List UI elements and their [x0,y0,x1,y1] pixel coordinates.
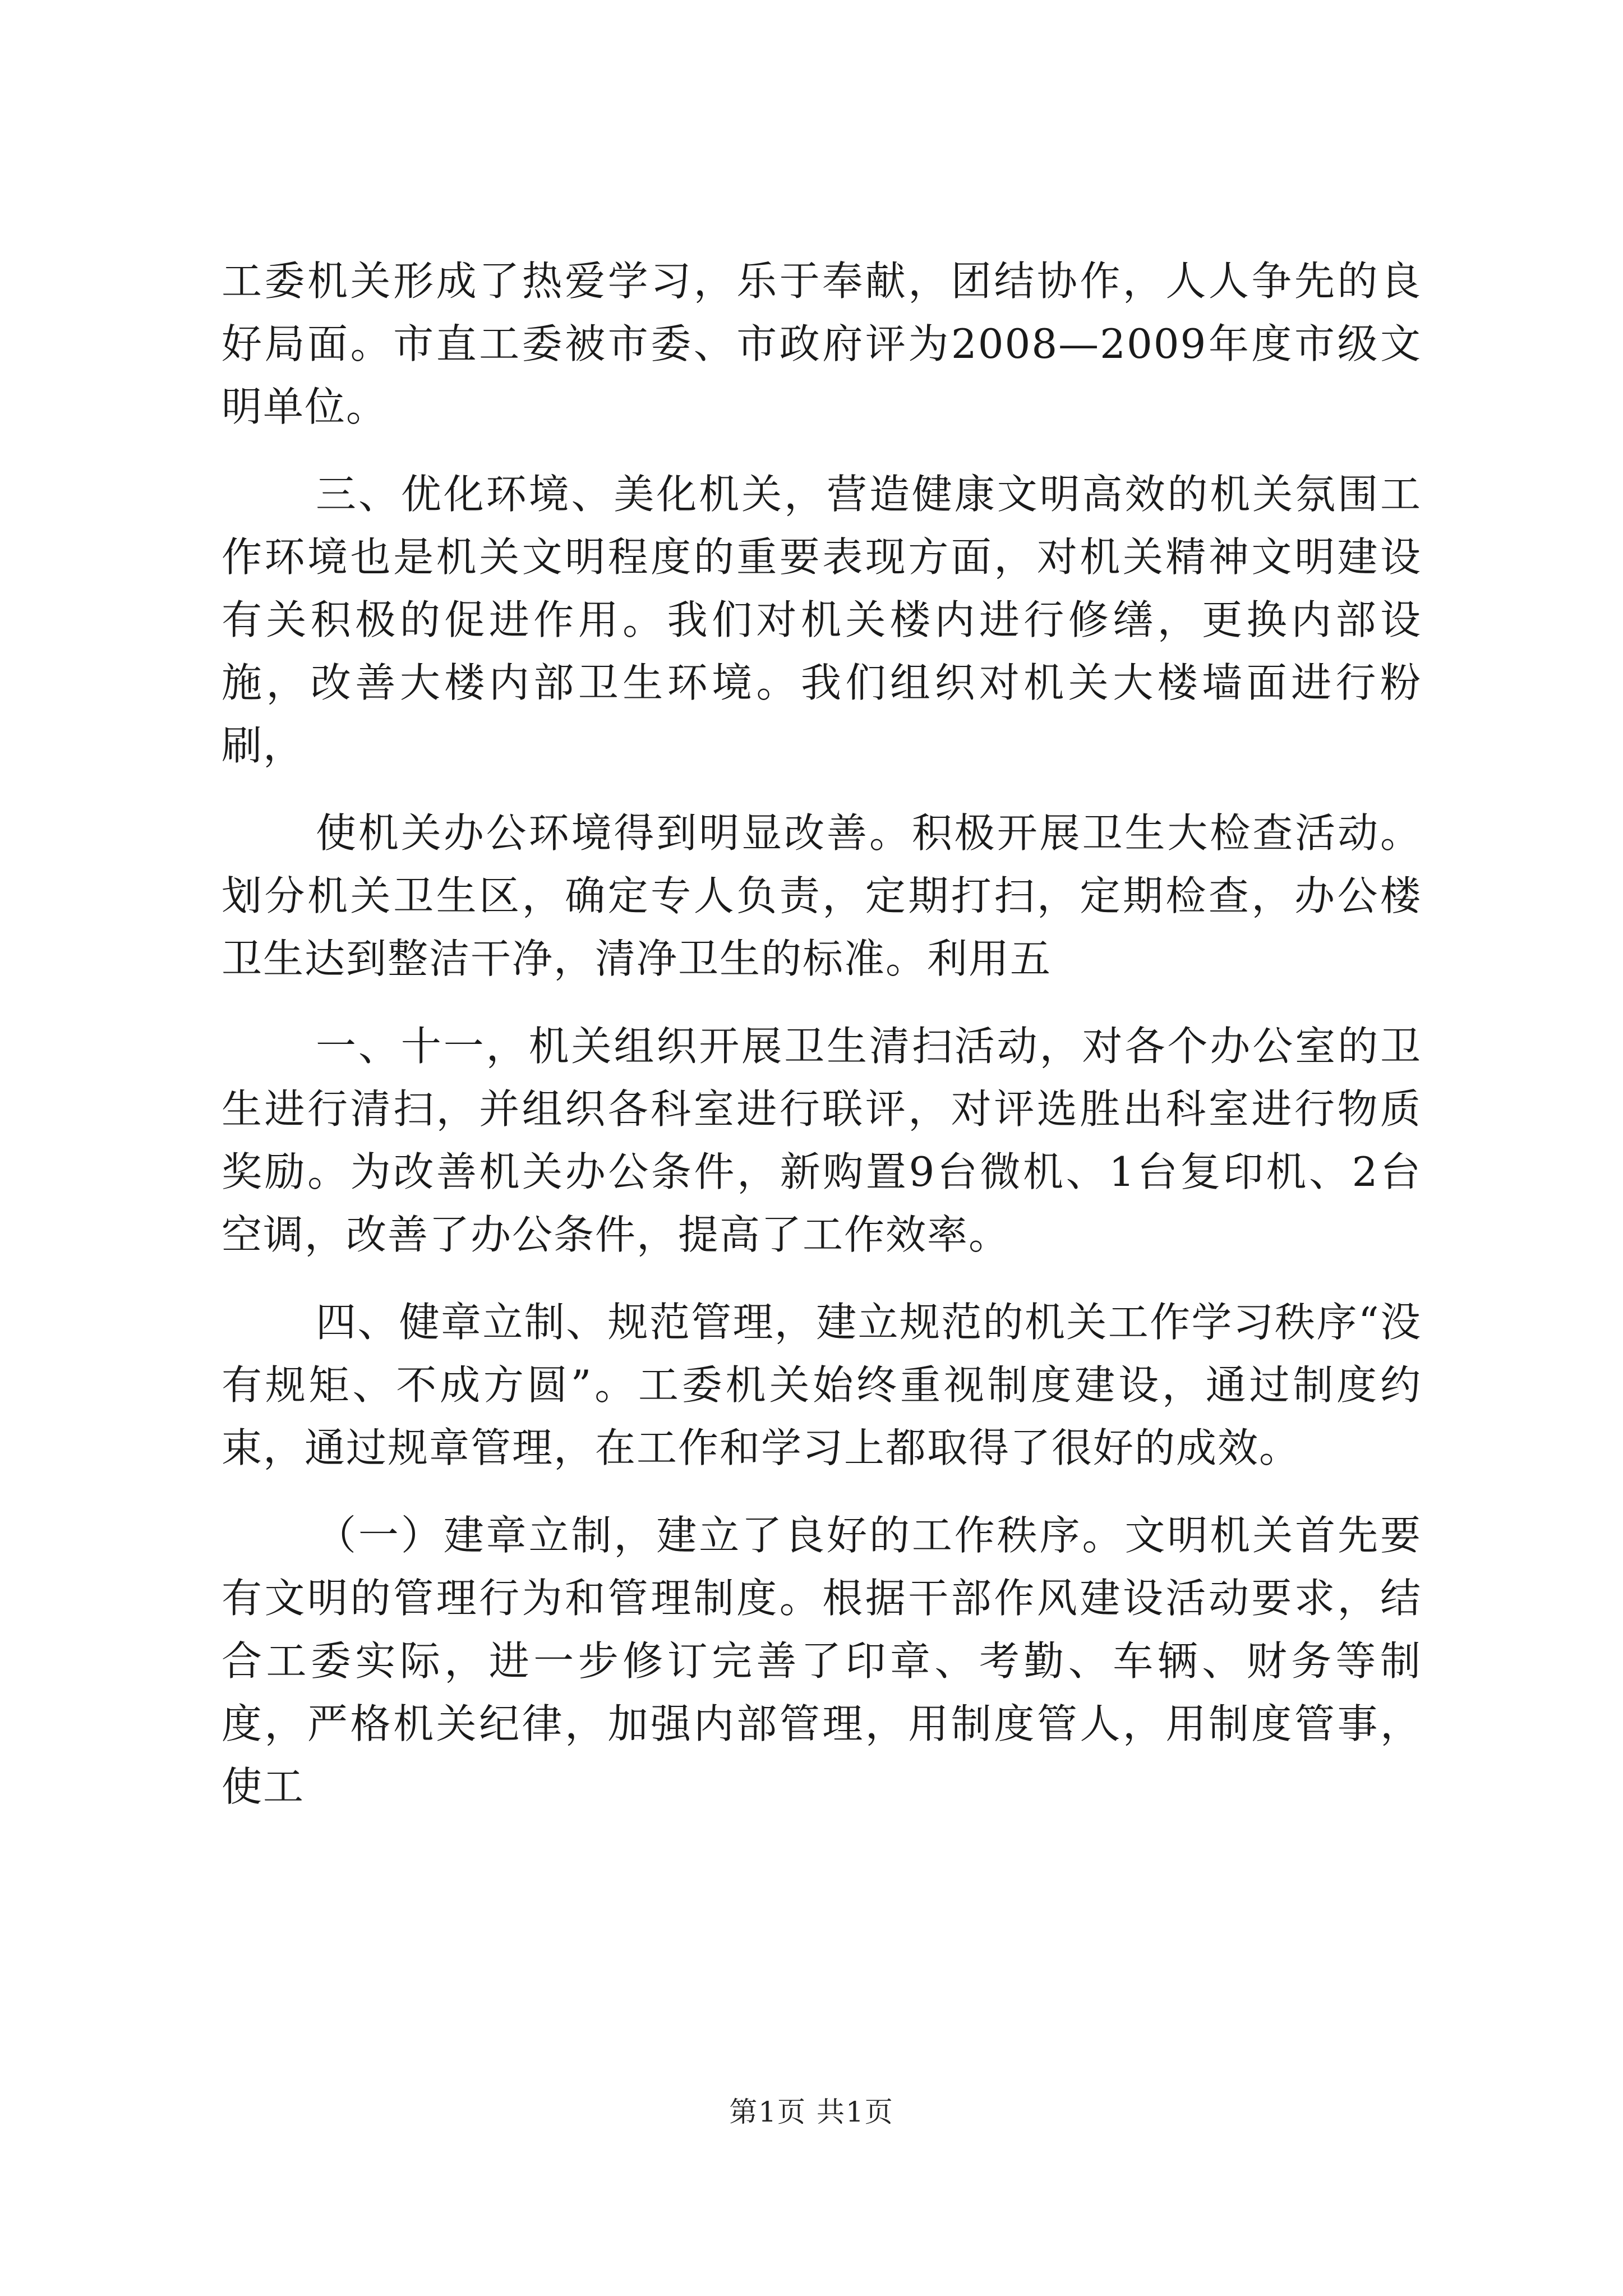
paragraph-2: 三、优化环境、美化机关，营造健康文明高效的机关氛围工作环境也是机关文明程度的重要表现方面，对机关精神文明建设有关积极的促进作用。我们对机关楼内进行修缮，更换内部设施，改善大楼内部卫生环境。我们组织对机关大楼墙面进行粉刷， [222,471,1422,769]
page-footer: 第1页 共1页 [729,2096,894,2128]
paragraph-3: 使机关办公环境得到明显改善。积极开展卫生大检查活动。划分机关卫生区，确定专人负责，定期打扫，定期检查，办公楼卫生达到整洁干净，清净卫生的标准。利用五 [222,809,1422,982]
paragraph-5: 四、健章立制、规范管理，建立规范的机关工作学习秩序“没有规矩、不成方圆”。工委机关始终重视制度建设，通过制度约束，通过规章管理，在工作和学习上都取得了很好的成效。 [222,1299,1422,1471]
paragraph-6: （一）建章立制，建立了良好的工作秩序。文明机关首先要有文明的管理行为和管理制度。根据干部作风建设活动要求，结合工委实际，进一步修订完善了印章、考勤、车辆、财务等制度，严格机关纪律，加强内部管理，用制度管人，用制度管事，使工 [222,1512,1422,1810]
document-body [222,250,1422,1843]
paragraph-1: 工委机关形成了热爱学习，乐于奉献，团结协作，人人争先的良好局面。市直工委被市委、市政府评为2008—2009年度市级文明单位。 [222,257,1422,430]
paragraph-4: 一、十一，机关组织开展卫生清扫活动，对各个办公室的卫生进行清扫，并组织各科室进行联评，对评选胜出科室进行物质奖励。为改善机关办公条件，新购置9台微机、1台复印机、2台空调，改善了办公条件，提高了工作效率。 [222,1023,1422,1258]
